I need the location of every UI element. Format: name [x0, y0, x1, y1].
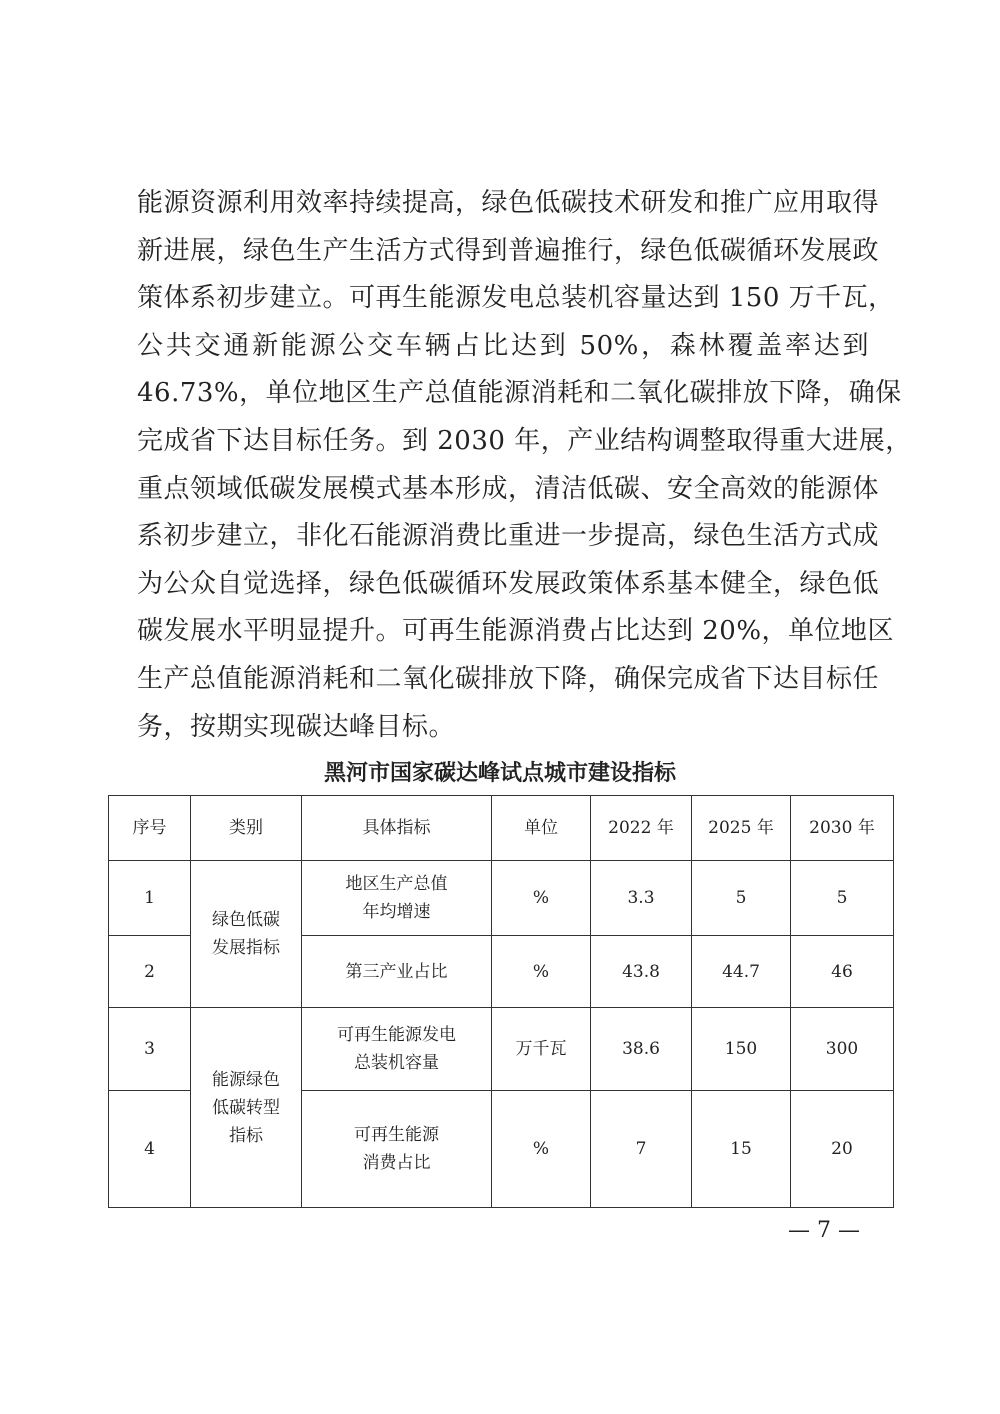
- cell-2025: 5: [692, 861, 791, 936]
- paragraph-line: 完成省下达目标任务。到 2030 年，产业结构调整取得重大进展，: [137, 425, 912, 456]
- paragraph-line: 为公众自觉选择，绿色低碳循环发展政策体系基本健全，绿色低: [137, 568, 880, 599]
- paragraph-line: 公共交通新能源公交车辆占比达到 50%，森林覆盖率达到: [137, 330, 869, 361]
- page-number: — 7 —: [788, 1218, 860, 1243]
- header-cell: 2030 年: [791, 796, 894, 861]
- cell-2025: 15: [692, 1091, 791, 1208]
- table-title: 黑河市国家碳达峰试点城市建设指标: [323, 761, 676, 786]
- cell-2022: 3.3: [591, 861, 692, 936]
- table-row: [109, 1008, 894, 1091]
- indicator-table: [108, 795, 894, 1208]
- cell-indicator: 可再生能源 消费占比: [302, 1091, 492, 1208]
- cell-no: 2: [109, 936, 191, 1008]
- cell-2025: 150: [692, 1008, 791, 1091]
- cell-no: 3: [109, 1008, 191, 1091]
- cell-2030: 20: [791, 1091, 894, 1208]
- paragraph-line: 重点领域低碳发展模式基本形成，清洁低碳、安全高效的能源体: [137, 473, 880, 504]
- cell-unit: 万千瓦: [492, 1008, 591, 1091]
- cell-2030: 5: [791, 861, 894, 936]
- header-cell: 2022 年: [591, 796, 692, 861]
- cell-unit: %: [492, 861, 591, 936]
- header-cell: 具体指标: [302, 796, 492, 861]
- paragraph-line: 碳发展水平明显提升。可再生能源消费占比达到 20%，单位地区: [137, 616, 895, 647]
- header-cell: 序号: [109, 796, 191, 861]
- cell-2030: 46: [791, 936, 894, 1008]
- header-cell: 单位: [492, 796, 591, 861]
- cell-category: 能源绿色 低碳转型 指标: [191, 1008, 302, 1208]
- cell-no: 4: [109, 1091, 191, 1208]
- cell-2025: 44.7: [692, 936, 791, 1008]
- table-row: [109, 861, 894, 936]
- header-cell: 2025 年: [692, 796, 791, 861]
- cell-2022: 7: [591, 1091, 692, 1208]
- cell-2030: 300: [791, 1008, 894, 1091]
- cell-indicator: 可再生能源发电 总装机容量: [302, 1008, 492, 1091]
- paragraph-line: 新进展，绿色生产生活方式得到普遍推行，绿色低碳循环发展政: [137, 235, 880, 266]
- paragraph-line: 生产总值能源消耗和二氧化碳排放下降，确保完成省下达目标任: [137, 663, 880, 694]
- cell-unit: %: [492, 936, 591, 1008]
- table-header-row: [109, 796, 894, 861]
- cell-2022: 38.6: [591, 1008, 692, 1091]
- cell-category: 绿色低碳 发展指标: [191, 861, 302, 1008]
- paragraph-line: 策体系初步建立。可再生能源发电总装机容量达到 150 万千瓦，: [137, 283, 895, 314]
- paragraph-line: 务，按期实现碳达峰目标。: [137, 711, 456, 742]
- paragraph-line: 46.73%，单位地区生产总值能源消耗和二氧化碳排放下降，确保: [137, 378, 902, 409]
- cell-2022: 43.8: [591, 936, 692, 1008]
- cell-indicator: 地区生产总值 年均增速: [302, 861, 492, 936]
- body-paragraph: [137, 180, 912, 751]
- header-cell: 类别: [191, 796, 302, 861]
- cell-no: 1: [109, 861, 191, 936]
- cell-unit: %: [492, 1091, 591, 1208]
- cell-indicator: 第三产业占比: [302, 936, 492, 1008]
- paragraph-line: 系初步建立，非化石能源消费比重进一步提高，绿色生活方式成: [137, 521, 880, 552]
- paragraph-line: 能源资源利用效率持续提高，绿色低碳技术研发和推广应用取得: [137, 188, 880, 218]
